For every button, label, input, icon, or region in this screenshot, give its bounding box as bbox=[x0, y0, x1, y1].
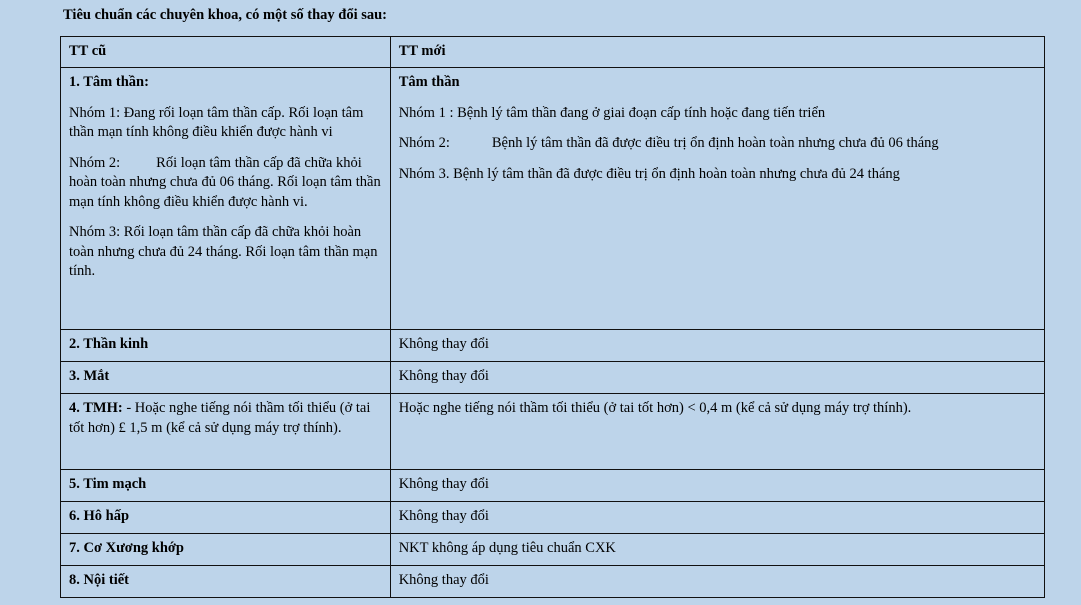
cell-new: Không thay đổi bbox=[390, 330, 1044, 362]
new-psychiatry-title: Tâm thần bbox=[398, 74, 460, 90]
comparison-table bbox=[60, 36, 1045, 598]
new-group-3: Nhóm 3. Bệnh lý tâm thần đã được điều trị ổn định hoàn toàn nhưng chưa đủ 24 tháng bbox=[398, 165, 900, 182]
table-row bbox=[61, 502, 1045, 534]
cell-new: Không thay đổi bbox=[390, 362, 1044, 394]
cell-old: 5. Tim mạch bbox=[61, 470, 391, 502]
table-row bbox=[61, 566, 1045, 598]
cell-new: Không thay đổi bbox=[390, 502, 1044, 534]
cell-old: 8. Nội tiết bbox=[61, 566, 391, 598]
table-header-row bbox=[61, 37, 1045, 68]
table-row bbox=[61, 330, 1045, 362]
old-group-2: Nhóm 2: Rối loạn tâm thần cấp đã chữa khỏi hoàn toàn nhưng chưa đủ 06 tháng. Rối loạn tâm thần mạn tính không điều khiển được hành vi. bbox=[69, 154, 381, 210]
table-row bbox=[61, 534, 1045, 566]
cell-old: 3. Mắt bbox=[61, 362, 391, 394]
header-old: TT cũ bbox=[61, 37, 391, 68]
cell-new: Không thay đổi bbox=[390, 566, 1044, 598]
cell-new: Không thay đổi bbox=[390, 470, 1044, 502]
cell-new: Hoặc nghe tiếng nói thầm tối thiểu (ở tai tốt hơn) < 0,4 m (kể cả sử dụng máy trợ thính). bbox=[390, 394, 1044, 470]
new-group-1: Nhóm 1 : Bệnh lý tâm thần đang ở giai đoạn cấp tính hoặc đang tiến triển bbox=[398, 104, 826, 121]
old-psychiatry-title: 1. Tâm thần: bbox=[69, 74, 149, 90]
old-ent-text: - Hoặc nghe tiếng nói thầm tối thiểu (ở tai tốt hơn) £ 1,5 m (kể cả sử dụng máy trợ thính). bbox=[69, 400, 371, 436]
old-group-3: Nhóm 3: Rối loạn tâm thần cấp đã chữa khỏi hoàn toàn nhưng chưa đủ 24 tháng. Rối loạn tâm thần mạn tính. bbox=[69, 224, 378, 279]
cell-old: 6. Hô hấp bbox=[61, 502, 391, 534]
cell-new: NKT không áp dụng tiêu chuẩn CXK bbox=[390, 534, 1044, 566]
table-row bbox=[61, 362, 1045, 394]
table-row bbox=[61, 470, 1045, 502]
cell-old: 7. Cơ Xương khớp bbox=[61, 534, 391, 566]
cell-old-psychiatry bbox=[61, 68, 391, 330]
table-row bbox=[61, 394, 1045, 470]
cell-old-ent bbox=[61, 394, 391, 470]
new-group-2: Nhóm 2: Bệnh lý tâm thần đã được điều trị ổn định hoàn toàn nhưng chưa đủ 06 tháng bbox=[398, 135, 939, 151]
old-ent-title: 4. TMH: bbox=[69, 400, 123, 416]
page-heading: Tiêu chuẩn các chuyên khoa, có một số thay đổi sau: bbox=[63, 7, 388, 23]
old-group-1: Nhóm 1: Đang rối loạn tâm thần cấp. Rối loạn tâm thần mạn tính không điều khiển được hành vi bbox=[69, 104, 364, 140]
header-new: TT mới bbox=[390, 37, 1044, 68]
cell-old: 2. Thần kinh bbox=[61, 330, 391, 362]
table-row bbox=[61, 68, 1045, 330]
cell-new-psychiatry bbox=[390, 68, 1044, 330]
